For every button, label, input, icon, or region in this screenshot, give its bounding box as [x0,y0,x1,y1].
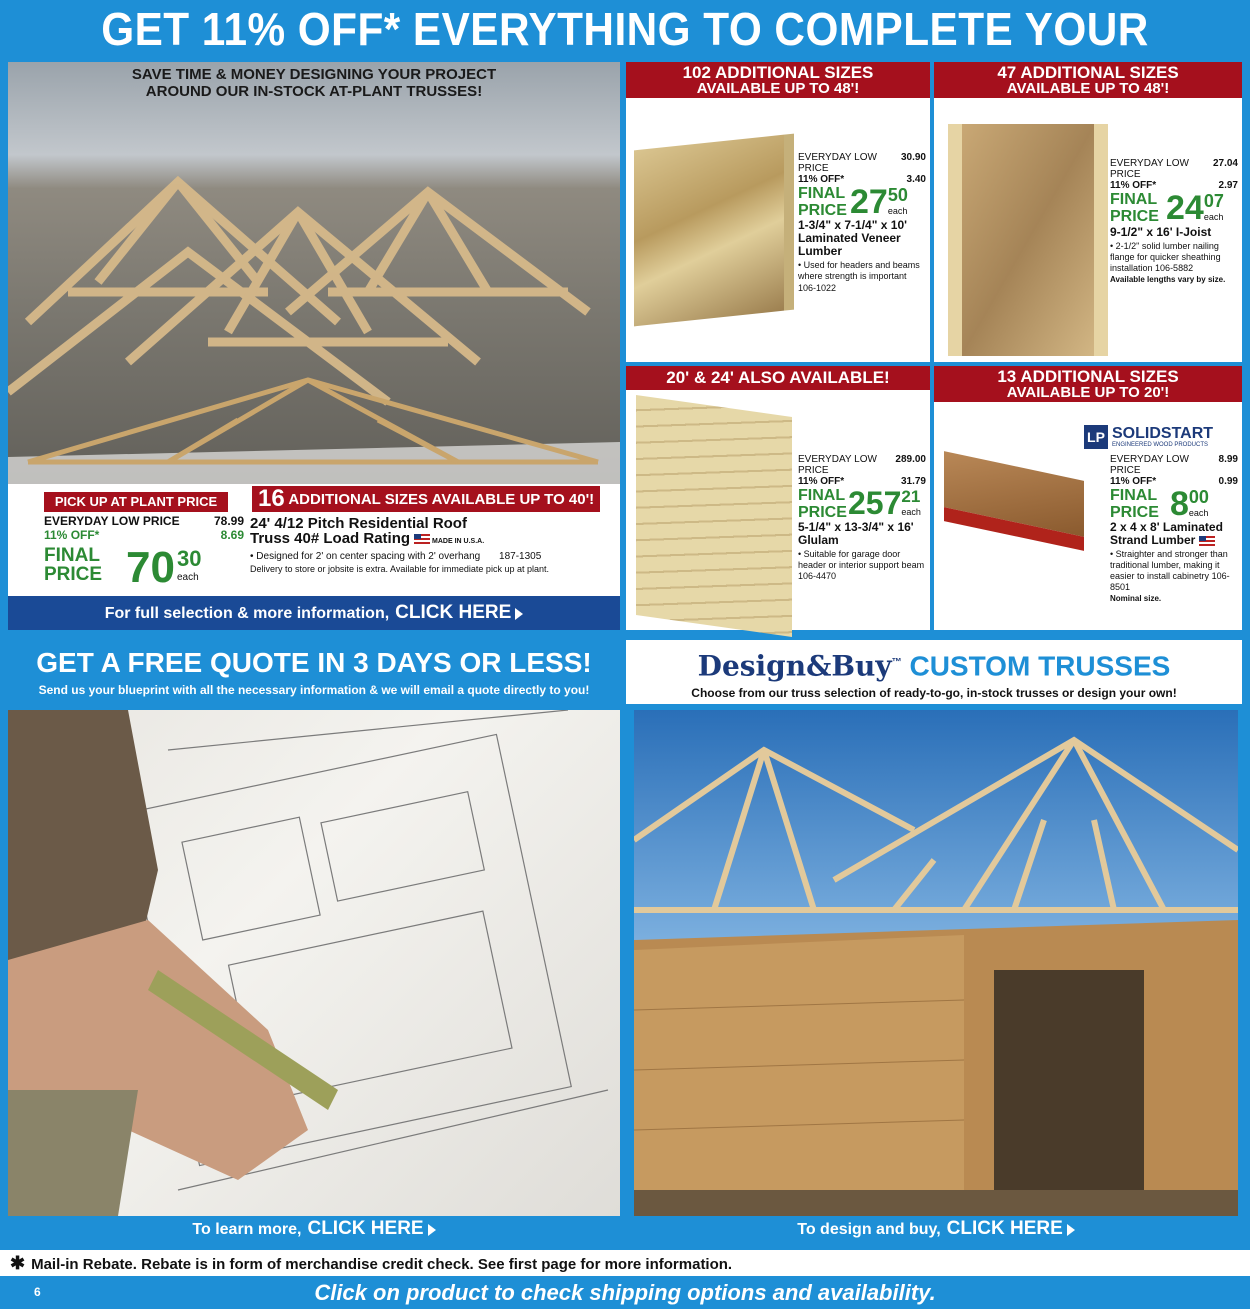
final-price-whole: 24 [1166,189,1204,227]
truss-title-line1: 24' 4/12 Pitch Residential Roof [250,515,467,532]
final-price-label: FINAL PRICE [44,545,103,585]
rebate-note: ✱ Mail-in Rebate. Rebate is in form of merchandise credit check. See first page for more information. [0,1250,1250,1276]
arrow-right-icon [515,608,523,620]
product-lsl[interactable] [934,366,1242,630]
truss-banner-line1: SAVE TIME & MONEY DESIGNING YOUR PROJECT [131,66,497,83]
asterisk-icon: ✱ [10,1253,26,1273]
truss-banner [8,62,620,100]
product-lvl[interactable] [626,62,930,362]
blueprint-photo [8,710,620,1216]
truss-photo [8,62,620,484]
product-ijoist-info: EVERYDAY LOW PRICE 27.04 11% OFF* 2.97 FINAL PRICE 24 07 each 9-1/2" x 16' I-Joist • 2-1/2" solid lumber nailing flange for quicker sheathing installation 106-5882 Available lengths vary by size. [1110,158,1238,284]
truss-details [250,516,610,575]
product-lsl-info: EVERYDAY LOW PRICE 8.99 11% OFF* 0.99 FINAL PRICE 8 00 each 2 x 4 x 8' Laminated Strand Lumber • Straighter and stronger than traditional lumber, making it easier to install cabinetry 106-8501 Nominal size. [1110,454,1238,603]
off-value: 8.69 [220,528,244,542]
elp-value: 8.99 [1218,454,1238,465]
made-in-usa-flag-icon [414,534,430,544]
quote-header [8,640,620,704]
elp-value: 289.00 [895,454,926,465]
page-number: 6 [34,1285,41,1299]
truss-banner-line2: AROUND OUR IN-STOCK AT-PLANT TRUSSES! [145,83,483,100]
design-buy-title: CUSTOM TRUSSES [909,650,1171,682]
product-ijoist[interactable] [934,62,1242,362]
quote-title: GET A FREE QUOTE IN 3 DAYS OR LESS! [36,647,592,678]
product-title: 9-1/2" x 16' I-Joist [1110,225,1212,239]
design-buy-header: Design&Buy™ CUSTOM TRUSSES Choose from our truss selection of ready-to-go, in-stock trusses or design your own! [626,640,1242,704]
truss-title-line2: Truss 40# Load Rating MADE IN U.S.A. [250,530,485,547]
elp-label: EVERYDAY LOW PRICE [1110,454,1189,476]
product-title: 1-3/4" x 7-1/4" x 10' [798,218,907,232]
quote-subtitle: Send us your blueprint with all the necessary information & we will email a quote directly to you! [38,683,590,697]
arrow-right-icon [428,1224,436,1236]
product-glulam-info: EVERYDAY LOW PRICE 289.00 11% OFF* 31.79 FINAL PRICE 257 21 each 5-1/4" x 13-3/4" x 16' Glulam • Suitable for garage door header or interior support beam 106-4470 [798,454,926,581]
final-price-whole: 27 [850,183,888,221]
glulam-photo [636,395,792,637]
shipping-info-bar[interactable] [0,1276,1250,1309]
truss-panel[interactable] [8,62,620,630]
arrow-right-icon [1067,1224,1075,1236]
final-price-cents: 30 each [176,546,202,583]
lsl-photo [944,451,1084,551]
blueprint-illustration [8,710,620,1216]
product-glulam-header: 20' & 24' ALSO AVAILABLE! [626,366,930,390]
product-title: 5-1/4" x 13-3/4" x 16' [798,520,914,534]
product-lvl-sizes-header: 102 ADDITIONAL SIZES AVAILABLE UP TO 48'! [626,62,930,98]
made-in-usa-flag-icon [1199,536,1215,546]
page-title: GET 11% OFF* EVERYTHING TO COMPLETE YOUR [0,0,1250,58]
truss-delivery-note: Delivery to store or jobsite is extra. Available for immediate pick up at plant. [250,564,549,574]
elp-label: EVERYDAY LOW PRICE [1110,158,1189,180]
final-price-whole: 70 [126,543,175,592]
lp-solidstart-logo: LP SOLIDSTART ENGINEERED WOOD PRODUCTS [1084,422,1236,452]
house-illustration [634,710,1238,1216]
design-buy-click-here-link[interactable]: CLICK HERE [946,1218,1063,1239]
custom-truss-house-photo [634,710,1238,1216]
truss-illustration [8,62,620,484]
final-price-whole: 8 [1170,485,1189,523]
off-label: 11% OFF* [44,528,100,542]
learn-more-click-here-link[interactable]: CLICK HERE [307,1218,424,1239]
elp-label: EVERYDAY LOW PRICE [798,454,877,476]
truss-desc: • Designed for 2' on center spacing with 2' overhang 187-1305 [250,551,542,562]
lvl-photo [634,134,794,327]
sizes-header: 16 ADDITIONAL SIZES AVAILABLE UP TO 40'! [252,486,600,512]
pickup-price-header: PICK UP AT PLANT PRICE [44,492,228,512]
product-lvl-info: EVERYDAY LOW PRICE 30.90 11% OFF* 3.40 FINAL PRICE 27 50 each 1-3/4" x 7-1/4" x 10' Laminated Veneer Lumber • Used for headers and beams where strength is important 106-1022 [798,152,926,293]
product-glulam[interactable] [626,366,930,630]
design-buy-logo: Design&Buy [697,649,892,683]
lp-logo-icon: LP [1084,425,1108,449]
final-price-whole: 257 [848,485,902,521]
truss-price-block [44,514,244,590]
product-lsl-sizes-header: 13 ADDITIONAL SIZES AVAILABLE UP TO 20'! [934,366,1242,402]
design-buy-subtitle: Choose from our truss selection of ready-to-go, in-stock trusses or design your own! [691,686,1177,701]
elp-value: 30.90 [900,152,926,163]
ijoist-photo [948,124,1108,356]
truss-click-here-link[interactable]: CLICK HERE [395,602,512,623]
learn-more-cta-button[interactable]: To learn more, CLICK HERE [8,1216,620,1242]
design-buy-cta-button[interactable]: To design and buy, CLICK HERE [634,1216,1238,1242]
elp-label: EVERYDAY LOW PRICE [44,514,180,528]
product-ijoist-sizes-header: 47 ADDITIONAL SIZES AVAILABLE UP TO 48'! [934,62,1242,98]
truss-cta-button[interactable]: For full selection & more information, CLICK HERE [8,596,620,630]
product-title: 2 x 4 x 8' Laminated [1110,520,1223,534]
elp-label: EVERYDAY LOW PRICE [798,152,877,174]
elp-value: 78.99 [213,514,244,528]
shipping-info-text[interactable]: Click on product to check shipping options and availability. [314,1280,936,1305]
elp-value: 27.04 [1212,158,1238,169]
